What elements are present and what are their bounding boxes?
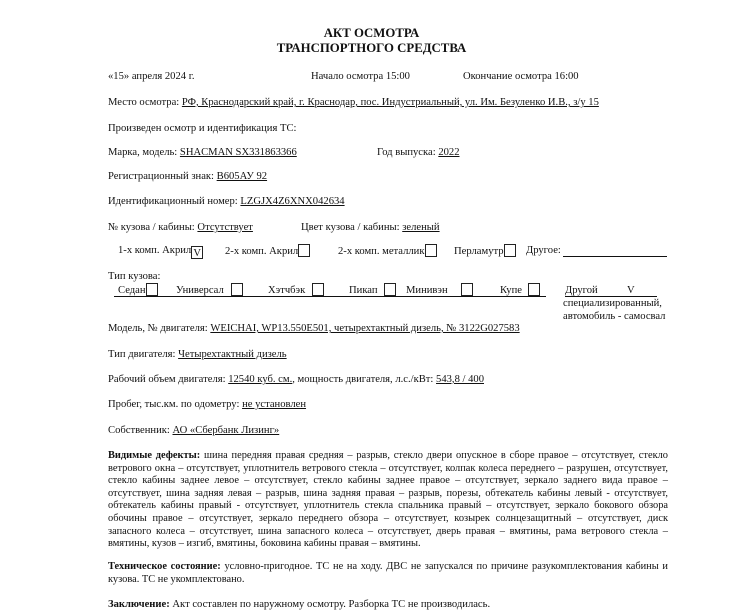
- displacement-row: [108, 373, 484, 386]
- inspection-end: Окончание осмотра 16:00: [463, 71, 579, 82]
- body-type-wagon-checkbox[interactable]: [231, 283, 243, 296]
- body-type-hatchback-label: Хэтчбэк: [268, 285, 306, 296]
- body-type-minivan-label: Минивэн: [406, 285, 448, 296]
- body-type-underline: [114, 296, 546, 297]
- condition-label: Техническое состояние:: [108, 561, 221, 572]
- year-row: [377, 146, 460, 159]
- condition-text: условно-пригодное. ТС не на ходу. ДВС не запускался по причине разукомплектования кабины и кузова. ТС не укомплектовано.: [108, 561, 668, 585]
- displacement-label: Рабочий объем двигателя:: [108, 374, 226, 385]
- owner-row: [108, 424, 279, 437]
- paint-option-2-checkbox[interactable]: [298, 244, 310, 257]
- engine-type-row: [108, 348, 287, 361]
- document-title-line1: АКТ ОСМОТРА: [323, 26, 420, 40]
- paint-other-underline: [563, 256, 667, 257]
- defects-paragraph: [108, 450, 668, 551]
- model-label: Марка, модель:: [108, 147, 178, 158]
- body-number-row: [108, 221, 253, 234]
- inspection-start: Начало осмотра 15:00: [311, 71, 410, 82]
- conclusion-text: Акт составлен по наружному осмотру. Разборка ТС не производилась.: [172, 599, 491, 610]
- model-row: [108, 146, 297, 159]
- body-color-label: Цвет кузова / кабины:: [301, 222, 400, 233]
- body-type-other-label: Другой: [565, 285, 598, 296]
- body-type-sedan-label: Седан: [118, 285, 146, 296]
- owner-label: Собственник:: [108, 425, 170, 436]
- paint-option-3-checkbox[interactable]: [425, 244, 437, 257]
- vin-row: [108, 195, 345, 208]
- power-value: 543,8 / 400: [436, 374, 484, 385]
- paint-option-1-label: 1-х комп. Акрил: [118, 245, 192, 256]
- body-type-other-desc2: автомобиль - самосвал: [563, 311, 666, 322]
- engine-type-label: Тип двигателя:: [108, 349, 176, 360]
- mileage-label: Пробег, тыс.км. по одометру:: [108, 399, 240, 410]
- reg-value: В605АУ 92: [216, 171, 268, 182]
- paint-option-4: [454, 244, 516, 258]
- body-type-other-mark: V: [627, 285, 635, 296]
- body-type-coupe-checkbox[interactable]: [528, 283, 540, 296]
- place-label: Место осмотра:: [108, 97, 180, 108]
- paint-option-4-checkbox[interactable]: [504, 244, 516, 257]
- model-value: SHACMAN SX331863366: [179, 147, 297, 158]
- body-type-sedan-checkbox[interactable]: [146, 283, 158, 296]
- body-type-hatchback-checkbox[interactable]: [312, 283, 324, 296]
- body-type-pickup-checkbox[interactable]: [384, 283, 396, 296]
- paint-option-3-label: 2-х комп. металлик: [338, 246, 425, 257]
- vin-value: LZGJX4Z6XNX042634: [240, 196, 345, 207]
- year-label: Год выпуска:: [377, 147, 436, 158]
- engine-model-value: WEICHAI, WP13.550E501, четырехтактный дизель, № 3122G027583: [210, 323, 520, 334]
- paint-other-label: Другое:: [526, 245, 561, 256]
- engine-model-row: [108, 322, 520, 335]
- mileage-row: [108, 398, 306, 411]
- paint-option-4-label: Перламутр: [454, 246, 504, 257]
- body-type-label: Тип кузова:: [108, 271, 161, 282]
- reg-row: [108, 170, 267, 183]
- engine-type-value: Четырехтактный дизель: [178, 349, 287, 360]
- condition-paragraph: [108, 561, 668, 586]
- vin-label: Идентификационный номер:: [108, 196, 238, 207]
- document-title-line2: ТРАНСПОРТНОГО СРЕДСТВА: [276, 41, 467, 55]
- body-type-pickup-label: Пикап: [349, 285, 378, 296]
- defects-label: Видимые дефекты:: [108, 450, 201, 461]
- displacement-value: 12540 куб. см.: [228, 374, 293, 385]
- owner-value: АО «Сбербанк Лизинг»: [172, 425, 280, 436]
- body-color-row: [301, 221, 440, 234]
- place-value: РФ, Краснодарский край, г. Краснодар, пос. Индустриальный, ул. Им. Безуленко И.В., з/у 15: [181, 97, 599, 108]
- mileage-value: не установлен: [242, 399, 307, 410]
- body-type-other-desc1: специализированный,: [563, 298, 662, 309]
- power-label: , мощность двигателя, л.с./кВт:: [292, 374, 434, 385]
- inspection-statement: Произведен осмотр и идентификация ТС:: [108, 123, 297, 134]
- paint-option-2: [225, 244, 310, 258]
- place-row: [108, 96, 599, 109]
- body-type-wagon-label: Универсал: [176, 285, 224, 296]
- body-number-label: № кузова / кабины:: [108, 222, 195, 233]
- paint-option-1: [118, 244, 203, 259]
- paint-option-2-label: 2-х комп. Акрил: [225, 246, 299, 257]
- act-date: «15» апреля 2024 г.: [108, 71, 195, 82]
- body-color-value: зеленый: [402, 222, 440, 233]
- year-value: 2022: [438, 147, 460, 158]
- engine-model-label: Модель, № двигателя:: [108, 323, 208, 334]
- conclusion-label: Заключение:: [108, 599, 170, 610]
- reg-label: Регистрационный знак:: [108, 171, 214, 182]
- paint-option-3: [338, 244, 437, 258]
- body-type-minivan-checkbox[interactable]: [461, 283, 473, 296]
- defects-text: шина передняя правая средняя – разрыв, стекло двери опускное в сборе правое – отсутствует, стекло ветрового окна – отсутствует, уплотнитель ветрового стекла – отсутствует, колпак колеса переднего – разрушен, отсутствует, стекло кабины заднее левое – отсутствует, стекло кабины заднее правое – отсутствует, зеркало заднего вида правое – отсутствует, шина задняя левая – разрыв, шина задняя правая – разрыв, порезы, обтекатель кабины левый - отсутствует, обтекатель кабины правый - отсутствует, уплотнитель стекла спальника правый – отсутствует, зеркало бокового обзора обочины правое – отсутствует, зеркало переднего обзора – отсутствует, козырек солнцезащитный – отсутствует, диск запасного колеса – отсутствует, шина запасного колеса – отсутствует, дверь правая – вмятины, рама ветрового стекла – вмятины, кузов – изгиб, вмятины, боковина кабины правая – вмятины.: [108, 450, 669, 550]
- body-number-value: Отсутствует: [197, 222, 253, 233]
- body-type-coupe-label: Купе: [500, 285, 522, 296]
- conclusion-paragraph: [108, 598, 490, 611]
- paint-option-1-checkbox[interactable]: V: [191, 246, 203, 259]
